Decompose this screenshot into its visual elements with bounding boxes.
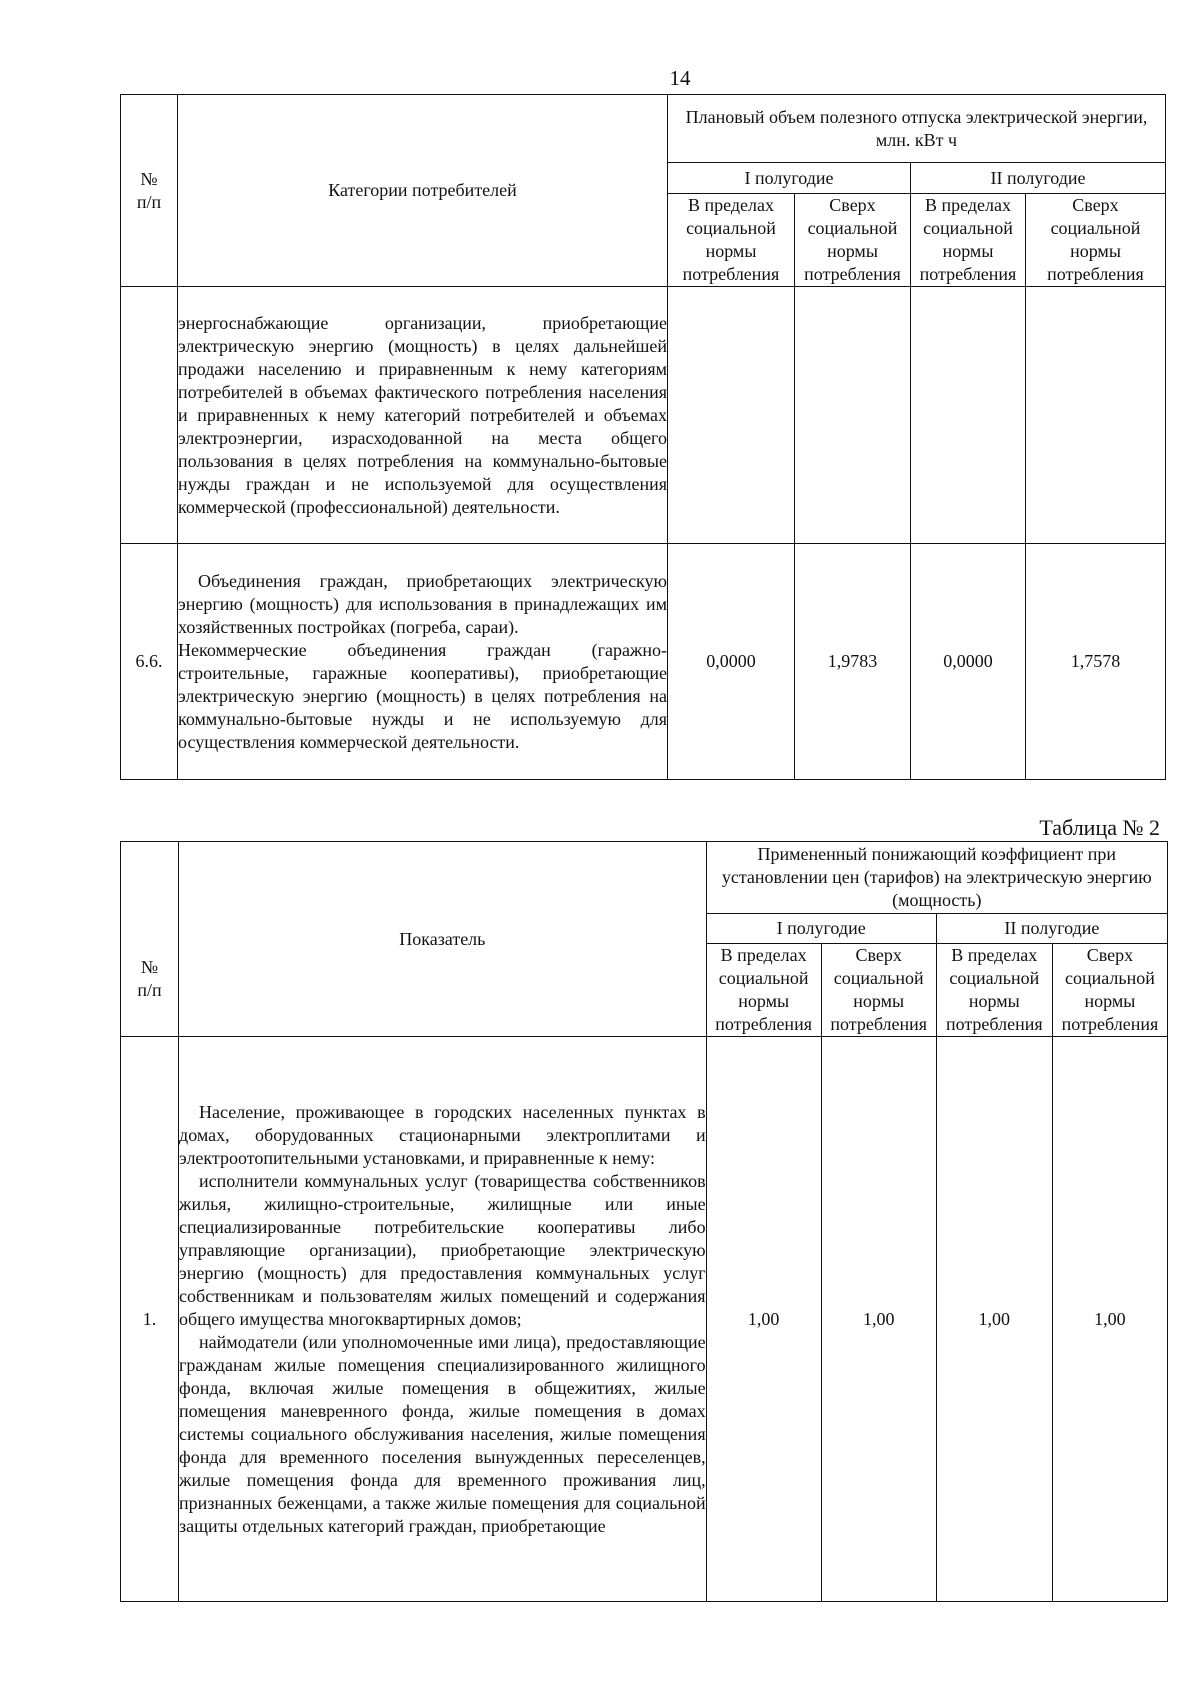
header-row-number [121,95,178,287]
row-number: 6.6. [121,544,178,780]
header-half-1: I полугодие [668,163,911,194]
table-row [121,287,1166,544]
header-row-number-label: № п/п [136,168,162,212]
header-sub-above-norm-h1: Сверх социальной нормы потребления [795,194,911,287]
value-cell: 0,0000 [911,544,1026,780]
value-cell [795,287,911,544]
table-row [121,544,1166,780]
header-category [178,95,668,287]
header-sub-within-norm-h2: В пределах социальной нормы потребления [936,944,1052,1037]
header-row-number-label: № п/п [137,957,162,1000]
header-sub-above-norm-h1: Сверх социальной нормы потребления [821,944,936,1037]
header-half-2: II полугодие [911,163,1166,194]
header-sub-within-norm-h1: В пределах социальной нормы потребления [668,194,795,287]
value-cell [668,287,795,544]
table-row [121,1037,1168,1602]
header-category-label: Категории потребителей [328,180,517,200]
row-paragraph: энергоснабжающие организации, приобретающие электрическую энергию (мощность) в целях дальнейшей продажи населению и приравненным к нему категориям потребителей в объемах фактического потребления населения и приравненных к нему категорий потребителей и объемах электроэнергии, израсходованной на места общего пользования в целях потребления на коммунально-бытовые нужды граждан и не используемой для осуществления коммерческой (профессиональной) деятельности. [178,312,667,517]
row-paragraph: Объединения граждан, приобретающих электрическую энергию (мощность) для использования в принадлежащих им хозяйственных постройках (погреба, сараи). [178,570,667,637]
value-cell [1026,287,1166,544]
header-planned-volume: Плановый объем полезного отпуска электрической энергии, млн. кВт ч [668,95,1166,163]
reduction-coefficient-table [120,841,1168,1602]
value-cell: 1,00 [1052,1037,1167,1602]
header-sub-within-norm-h1: В пределах социальной нормы потребления [706,944,821,1037]
row-category-text [178,544,668,780]
value-cell: 0,0000 [668,544,795,780]
header-reduction-coefficient: Примененный понижающий коэффициент при установлении цен (тарифов) на электрическую энергию (мощность) [706,842,1167,914]
row-paragraph: наймодатели (или уполномоченные ими лица), предоставляющие гражданам жилые помещения специализированного жилищного фонда, включая жилые помещения в общежитиях, жилые помещения маневренного фонда, жилые помещения в домах системы социального обслуживания населения, жилые помещения фонда для временного поселения вынужденных переселенцев, жилые помещения фонда для временного проживания лиц, признанных беженцами, а также жилые помещения для социальной защиты отдельных категорий граждан, приобретающие [179,1331,706,1536]
header-row-number [121,842,179,1037]
value-cell [911,287,1026,544]
header-sub-within-norm-h2: В пределах социальной нормы потребления [911,194,1026,287]
header-indicator-label: Показатель [399,928,486,949]
row-paragraph: Население, проживающее в городских населенных пунктах в домах, оборудованных стационарными электроплитами и электроотопительными установками, и приравненные к нему: [179,1101,706,1168]
table-caption: Таблица № 2 [1039,815,1160,840]
value-cell: 1,00 [936,1037,1052,1602]
consumption-volume-table [120,94,1166,780]
value-cell: 1,7578 [1026,544,1166,780]
header-indicator [179,842,707,1037]
row-number [121,287,178,544]
value-cell: 1,00 [821,1037,936,1602]
value-cell: 1,00 [706,1037,821,1602]
row-indicator-text [179,1037,707,1602]
value-cell: 1,9783 [795,544,911,780]
header-sub-above-norm-h2: Сверх социальной нормы потребления [1026,194,1166,287]
row-number: 1. [121,1037,179,1602]
header-half-1: I полугодие [706,914,936,944]
row-paragraph: Некоммерческие объединения граждан (гаражно-строительные, гаражные кооперативы), приобретающие электрическую энергию (мощность) в целях потребления на коммунально-бытовые нужды и не используемую для осуществления коммерческой деятельности. [178,639,667,752]
page-number: 14 [669,66,691,90]
row-paragraph: исполнители коммунальных услуг (товарищества собственников жилья, жилищно-строительные, жилищные или иные специализированные потребительские кооперативы либо управляющие организации), приобретающие электрическую энергию (мощность) для предоставления коммунальных услуг собственникам и пользователям жилых помещений и содержания общего имущества многоквартирных домов; [179,1170,706,1329]
header-half-2: II полугодие [936,914,1167,944]
row-category-text [178,287,668,544]
header-sub-above-norm-h2: Сверх социальной нормы потребления [1052,944,1167,1037]
